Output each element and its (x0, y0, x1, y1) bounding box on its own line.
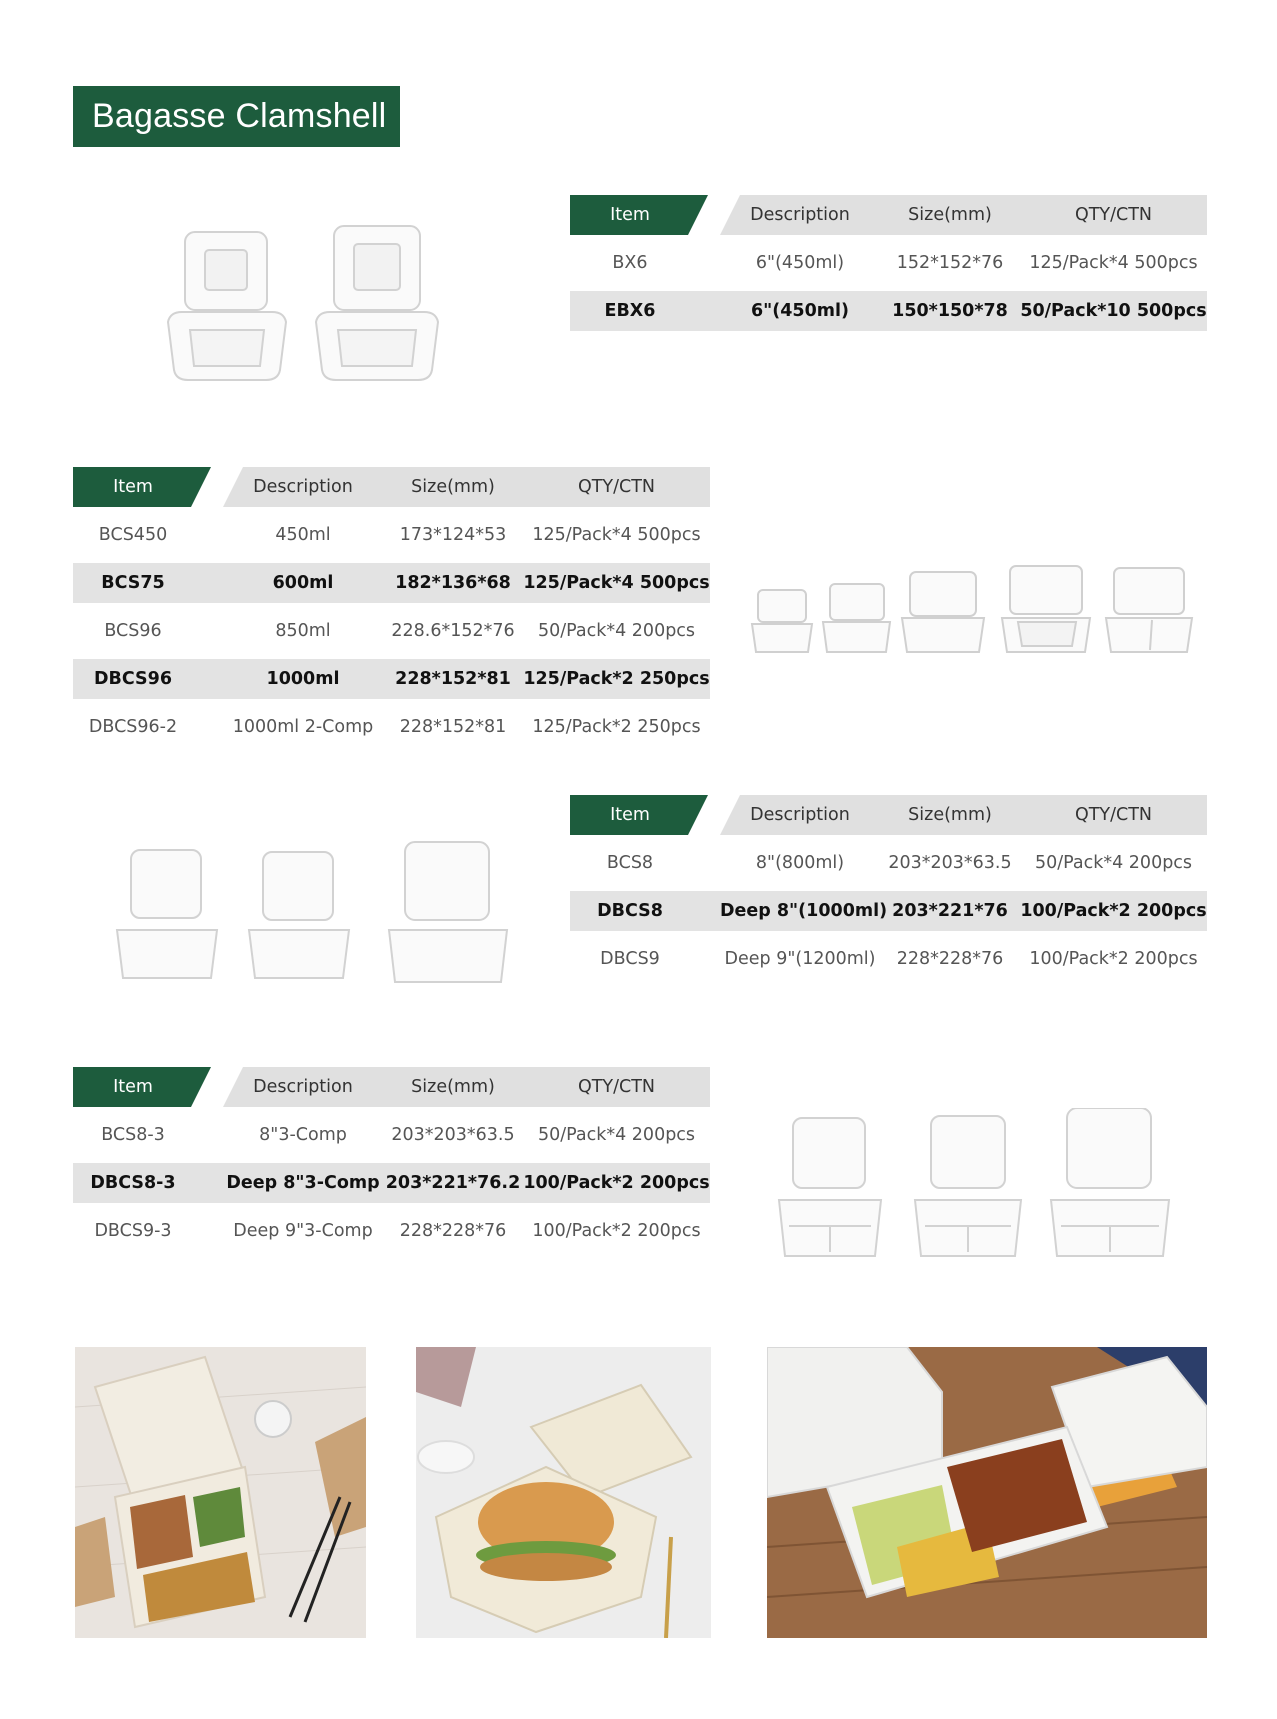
cell-description: 1000ml 2-Comp (232, 717, 374, 737)
cell-description: 1000ml (266, 669, 340, 689)
table-header (73, 467, 710, 507)
table-row (570, 843, 1207, 883)
table-row (73, 659, 710, 699)
cell-item: DBCS96-2 (88, 717, 178, 737)
cell-qty: 100/Pack*2 200pcs (1020, 901, 1207, 921)
photo-3comp-meal (75, 1347, 366, 1638)
cell-item: EBX6 (604, 301, 656, 321)
table-row (73, 611, 710, 651)
cell-qty: 50/Pack*4 200pcs (537, 1125, 696, 1145)
header-item: Item (113, 477, 153, 497)
header-qty: QTY/CTN (1074, 805, 1153, 825)
cell-qty: 125/Pack*4 500pcs (1029, 253, 1198, 273)
cell-size: 182*136*68 (395, 573, 511, 593)
header-qty: QTY/CTN (1074, 205, 1153, 225)
table-row (73, 1163, 710, 1203)
cell-size: 228*228*76 (399, 1221, 507, 1241)
product-image-bcs (750, 562, 1200, 662)
cell-qty: 100/Pack*2 200pcs (1029, 949, 1198, 969)
cell-size: 150*150*78 (892, 301, 1008, 321)
header-size: Size(mm) (908, 205, 992, 225)
cell-item: BCS75 (101, 573, 165, 593)
cell-description: 8"3-Comp (259, 1125, 347, 1145)
cell-qty: 50/Pack*4 200pcs (537, 621, 696, 641)
table-row (73, 1211, 710, 1251)
cell-size: 203*221*76 (892, 901, 1008, 921)
table-row (73, 707, 710, 747)
header-item: Item (610, 805, 650, 825)
cell-size: 203*203*63.5 (391, 1125, 515, 1145)
cell-description: Deep 8"3-Comp (226, 1173, 380, 1193)
cell-qty: 50/Pack*4 200pcs (1034, 853, 1193, 873)
cell-item: DBCS96 (94, 669, 172, 689)
cell-item: BCS8-3 (101, 1125, 165, 1145)
product-image-3comp (775, 1108, 1175, 1263)
spec-table-3comp (73, 1067, 710, 1251)
header-description: Description (253, 477, 353, 497)
spec-table-bcs8 (570, 795, 1207, 979)
product-image-bx6 (160, 220, 445, 400)
page-title: Bagasse Clamshell (73, 86, 400, 147)
photo-chicken-meal (767, 1347, 1207, 1638)
cell-size: 173*124*53 (399, 525, 507, 545)
cell-description: 8"(800ml) (755, 853, 845, 873)
cell-description: 600ml (272, 573, 334, 593)
cell-size: 152*152*76 (896, 253, 1004, 273)
cell-item: BX6 (612, 253, 648, 273)
spec-table-bcs (73, 467, 710, 747)
table-header (570, 795, 1207, 835)
cell-qty: 50/Pack*10 500pcs (1020, 301, 1207, 321)
spec-table-bx6 (570, 195, 1207, 331)
cell-size: 228*152*81 (399, 717, 507, 737)
cell-item: DBCS8-3 (90, 1173, 176, 1193)
cell-description: 450ml (275, 525, 331, 545)
cell-size: 228.6*152*76 (391, 621, 515, 641)
product-image-bcs8 (113, 838, 513, 993)
cell-description: 850ml (275, 621, 331, 641)
table-header (73, 1067, 710, 1107)
table-row (570, 291, 1207, 331)
cell-size: 228*228*76 (896, 949, 1004, 969)
table-row (73, 1115, 710, 1155)
header-item: Item (610, 205, 650, 225)
header-description: Description (253, 1077, 353, 1097)
cell-qty: 125/Pack*4 500pcs (523, 573, 710, 593)
cell-size: 203*203*63.5 (888, 853, 1012, 873)
cell-qty: 125/Pack*4 500pcs (532, 525, 701, 545)
cell-description: Deep 9"3-Comp (233, 1221, 373, 1241)
cell-size: 203*221*76.2 (385, 1173, 521, 1193)
table-row (570, 243, 1207, 283)
cell-item: DBCS9-3 (94, 1221, 172, 1241)
cell-item: BCS450 (98, 525, 168, 545)
cell-item: DBCS8 (597, 901, 663, 921)
header-description: Description (750, 205, 850, 225)
table-row (73, 515, 710, 555)
cell-size: 228*152*81 (395, 669, 511, 689)
table-row (570, 939, 1207, 979)
cell-description: Deep 8"(1000ml) (720, 901, 888, 921)
cell-qty: 125/Pack*2 250pcs (532, 717, 701, 737)
header-qty: QTY/CTN (577, 1077, 656, 1097)
header-description: Description (750, 805, 850, 825)
cell-item: BCS8 (606, 853, 654, 873)
cell-qty: 100/Pack*2 200pcs (532, 1221, 701, 1241)
cell-description: 6"(450ml) (750, 301, 850, 321)
header-size: Size(mm) (411, 477, 495, 497)
cell-description: 6"(450ml) (755, 253, 845, 273)
cell-qty: 100/Pack*2 200pcs (523, 1173, 710, 1193)
table-row (73, 563, 710, 603)
cell-item: DBCS9 (600, 949, 660, 969)
header-item: Item (113, 1077, 153, 1097)
table-row (570, 891, 1207, 931)
table-header (570, 195, 1207, 235)
header-qty: QTY/CTN (577, 477, 656, 497)
cell-description: Deep 9"(1200ml) (724, 949, 876, 969)
cell-qty: 125/Pack*2 250pcs (523, 669, 710, 689)
cell-item: BCS96 (104, 621, 162, 641)
header-size: Size(mm) (411, 1077, 495, 1097)
photo-burger (416, 1347, 711, 1638)
header-size: Size(mm) (908, 805, 992, 825)
